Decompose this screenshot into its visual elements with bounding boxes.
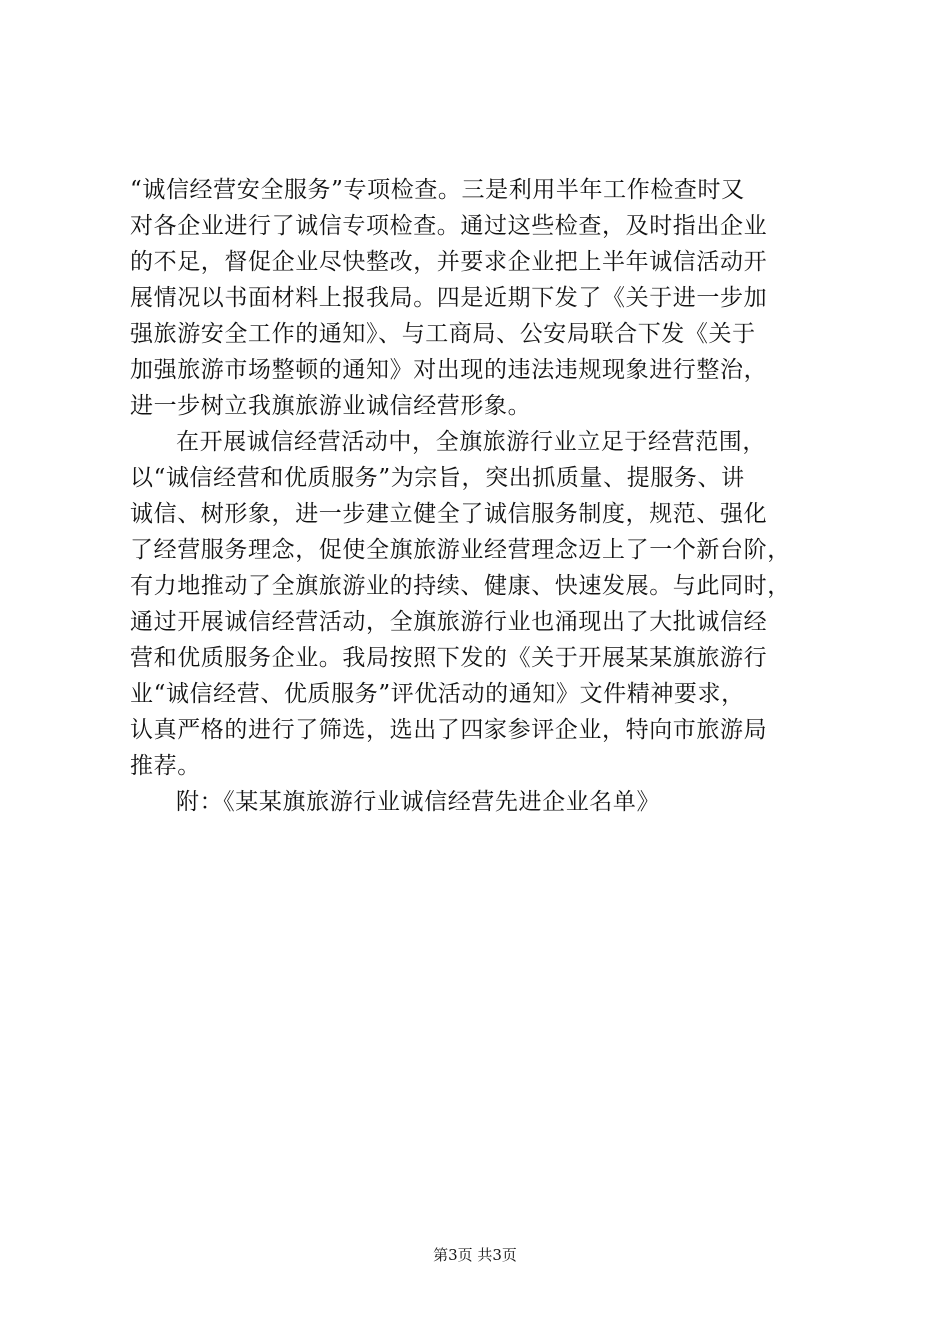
text-line: 展情况以书面材料上报我局。四是近期下发了《关于进一步加 <box>130 285 768 311</box>
text-line: 强旅游安全工作的通知》、与工商局、公安局联合下发《关于 <box>130 321 756 347</box>
page-footer: 第3页 共3页 <box>433 1246 517 1264</box>
text-line: 有力地推动了全旗旅游业的持续、健康、快速发展。与此同时， <box>130 573 791 599</box>
attachment-line: 附：《某某旗旅游行业诚信经营先进企业名单》 <box>176 789 661 815</box>
text-line: 加强旅游市场整顿的通知》对出现的违法违规现象进行整治， <box>130 357 768 383</box>
text-line: 推荐。 <box>130 753 201 779</box>
text-line: “诚信经营安全服务”专项检查。三是利用半年工作检查时又 <box>130 177 745 203</box>
text-line: 进一步树立我旗旅游业诚信经营形象。 <box>130 393 532 419</box>
text-line: 诚信、树形象，进一步建立健全了诚信服务制度，规范、强化 <box>130 501 768 527</box>
text-line: 业“诚信经营、优质服务”评优活动的通知》文件精神要求， <box>130 681 745 707</box>
text-line: 认真严格的进行了筛选，选出了四家参评企业，特向市旅游局 <box>130 717 768 743</box>
text-line: 通过开展诚信经营活动，全旗旅游行业也涌现出了大批诚信经 <box>130 609 768 635</box>
text-line: 对各企业进行了诚信专项检查。通过这些检查，及时指出企业 <box>130 213 768 239</box>
text-line: 以“诚信经营和优质服务”为宗旨，突出抓质量、提服务、讲 <box>130 465 745 491</box>
paragraph-first-line: 在开展诚信经营活动中，全旗旅游行业立足于经营范围， <box>176 429 766 455</box>
text-line: 了经营服务理念，促使全旗旅游业经营理念迈上了一个新台阶， <box>130 537 791 563</box>
text-line: 的不足，督促企业尽快整改，并要求企业把上半年诚信活动开 <box>130 249 768 275</box>
text-line: 营和优质服务企业。我局按照下发的《关于开展某某旗旅游行 <box>130 645 768 671</box>
